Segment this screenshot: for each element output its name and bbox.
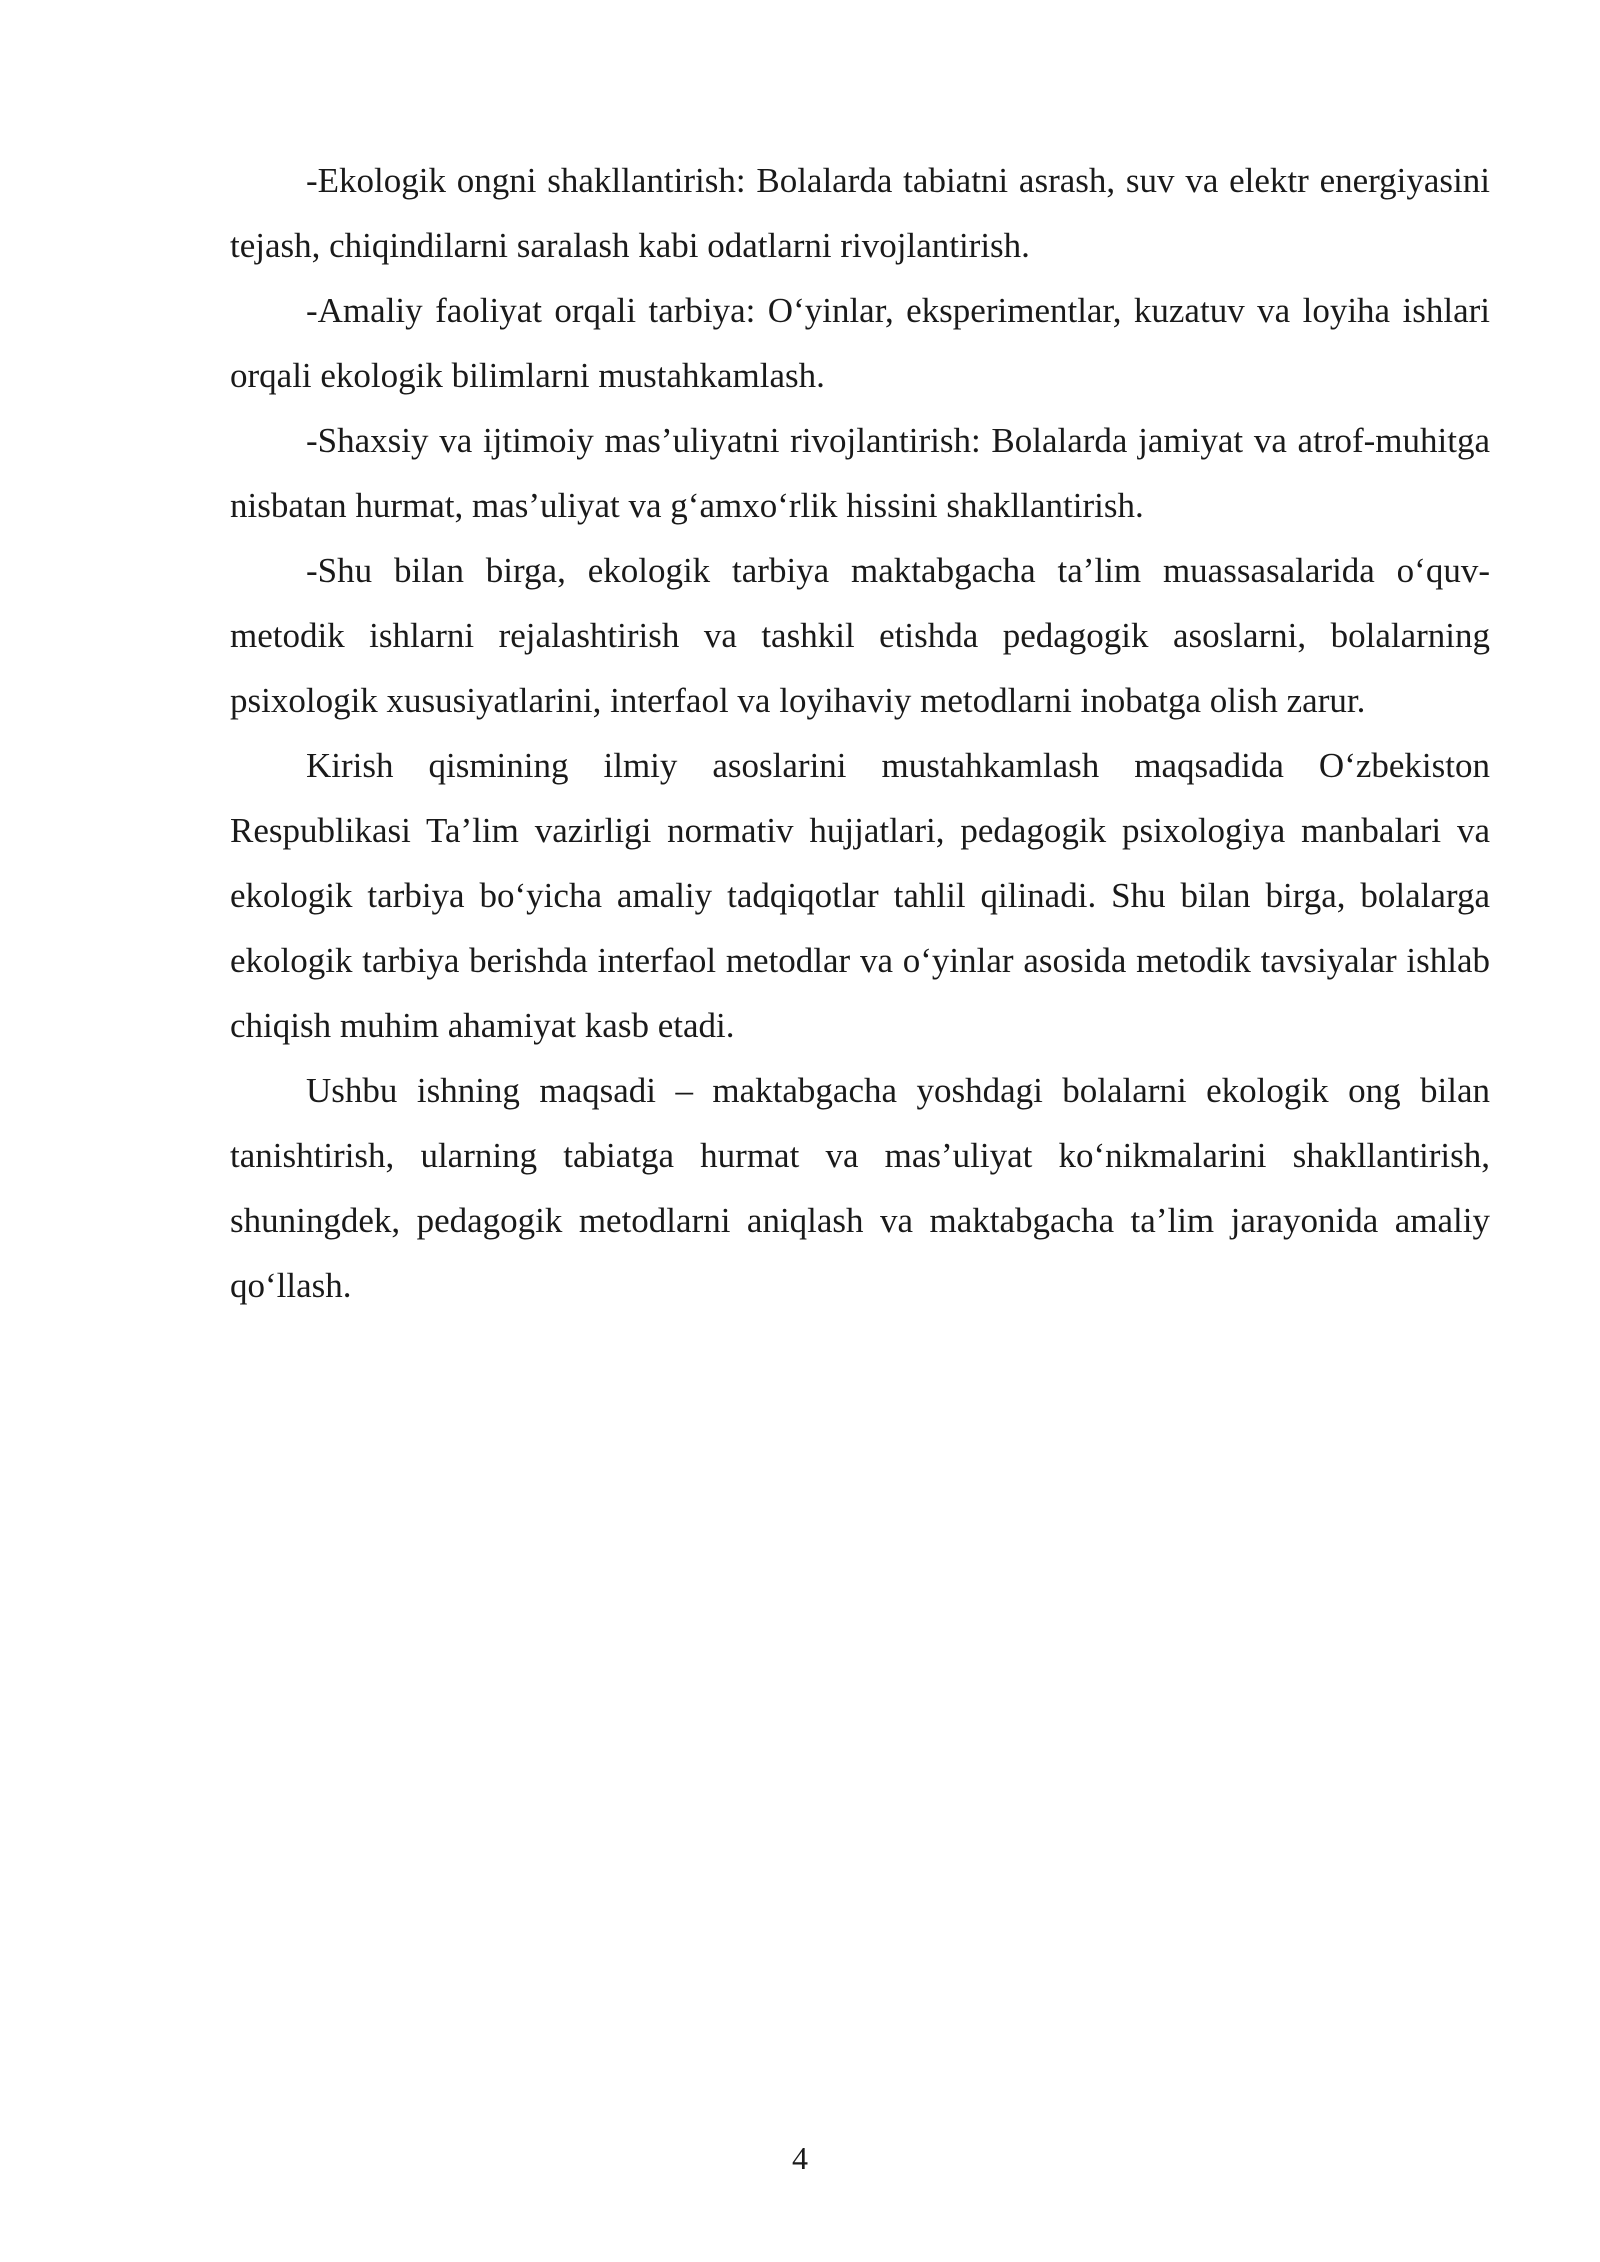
- paragraph-practical-activity: -Amaliy faoliyat orqali tarbiya: O‘yinlar, eksperimentlar, kuzatuv va loyiha ishlari orqali ekologik bilimlarni mustahkamlash.: [230, 291, 1490, 395]
- page-number: 4: [792, 2140, 808, 2176]
- paragraph-social-responsibility: -Shaxsiy va ijtimoiy mas’uliyatni rivojlantirish: Bolalarda jamiyat va atrof-muhitga nisbatan hurmat, mas’uliyat va g‘amxo‘rlik hissini shakllantirish.: [230, 421, 1490, 525]
- body-text: [230, 148, 1490, 1318]
- paragraph-methodical-work: -Shu bilan birga, ekologik tarbiya maktabgacha ta’lim muassasalarida o‘quv-metodik ishlarni rejalashtirish va tashkil etishda pedagogik asoslarni, bolalarning psixologik xususiyatlarini, interfaol va loyihaviy metodlarni inobatga olish zarur.: [230, 551, 1490, 720]
- paragraph-scientific-basis: Kirish qismining ilmiy asoslarini mustahkamlash maqsadida O‘zbekiston Respublikasi Ta’lim vazirligi normativ hujjatlari, pedagogik psixologiya manbalari va ekologik tarbiya bo‘yicha amaliy tadqiqotlar tahlil qilinadi. Shu bilan birga, bolalarga ekologik tarbiya berishda interfaol metodlar va o‘yinlar asosida metodik tavsiyalar ishlab chiqish muhim ahamiyat kasb etadi.: [230, 746, 1490, 1045]
- paragraph-work-goal: Ushbu ishning maqsadi – maktabgacha yoshdagi bolalarni ekologik ong bilan tanishtirish, ularning tabiatga hurmat va mas’uliyat ko‘nikmalarini shakllantirish, shuningdek, pedagogik metodlarni aniqlash va maktabgacha ta’lim jarayonida amaliy qo‘llash.: [230, 1071, 1490, 1305]
- paragraph-ecological-awareness: -Ekologik ongni shakllantirish: Bolalarda tabiatni asrash, suv va elektr energiyasini tejash, chiqindilarni saralash kabi odatlarni rivojlantirish.: [230, 161, 1490, 265]
